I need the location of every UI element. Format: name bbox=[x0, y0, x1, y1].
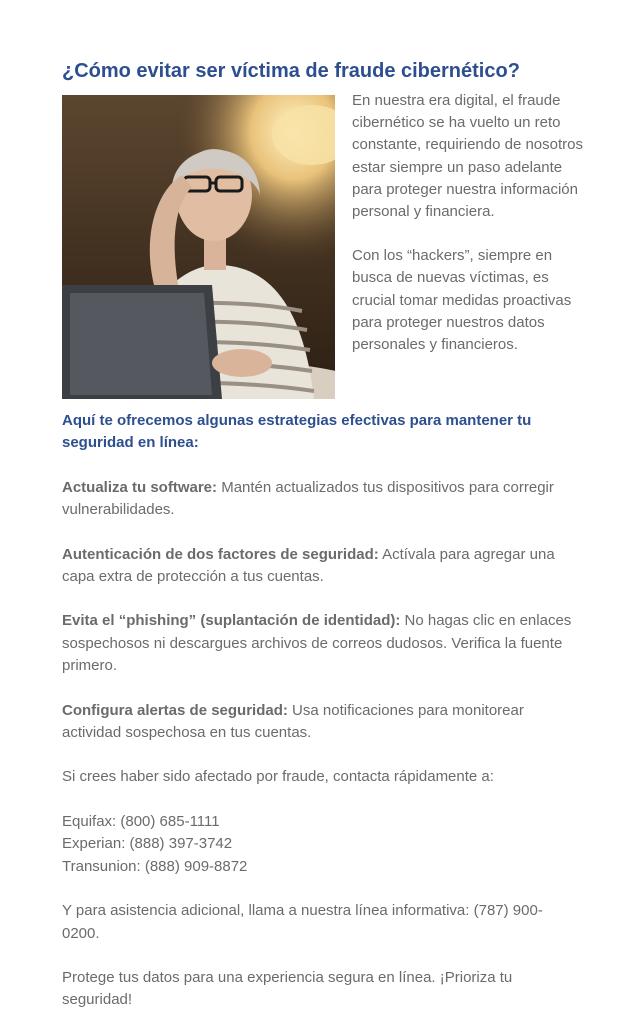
tip-item bbox=[62, 610, 572, 677]
side-paragraph: En nuestra era digital, el fraude cibernético se ha vuelto un reto constante, requiriendo de nosotros estar siempre un paso adelante para proteger nuestra información personal y financiera. bbox=[352, 92, 583, 221]
article-title: ¿Cómo evitar ser víctima de fraude cibernético? bbox=[62, 60, 520, 82]
contact-list bbox=[62, 811, 572, 878]
tip-text: Mantén actualizados tus dispositivos para corregir vulnerabilidades. bbox=[62, 478, 554, 519]
intro-paragraphs bbox=[352, 90, 584, 378]
assistance-text: Y para asistencia adicional, llama a nuestra línea informativa: (787) 900-0200. bbox=[62, 902, 543, 942]
contact-intro: Si crees haber sido afectado por fraude, contacta rápidamente a: bbox=[62, 768, 494, 786]
side-paragraph: Con los “hackers”, siempre en busca de nuevas víctimas, es crucial tomar medidas proactivas para proteger nuestros datos personales y financieros. bbox=[352, 247, 572, 354]
contact-transunion: Transunion: (888) 909-8872 bbox=[62, 857, 248, 875]
tip-label: Configura alertas de seguridad: bbox=[62, 701, 288, 719]
woman-laptop-photo bbox=[62, 95, 335, 399]
tip-label: Autenticación de dos factores de seguridad: bbox=[62, 545, 379, 563]
tip-item bbox=[62, 700, 572, 745]
contact-experian: Experian: (888) 397-3742 bbox=[62, 835, 233, 853]
contact-equifax: Equifax: (800) 685-1111 bbox=[62, 812, 220, 830]
tip-label: Evita el “phishing” (suplantación de identidad): bbox=[62, 612, 401, 630]
tip-item bbox=[62, 477, 572, 522]
tip-text: Actívala para agregar una capa extra de protección a tus cuentas. bbox=[62, 545, 555, 586]
closing-text: Protege tus datos para una experiencia segura en línea. ¡Prioriza tu seguridad! bbox=[62, 968, 513, 1009]
strategies-intro: Aquí te ofrecemos algunas estrategias efectivas para mantener tu seguridad en línea: bbox=[62, 412, 532, 452]
tip-text: Usa notificaciones para monitorear actividad sospechosa en tus cuentas. bbox=[62, 701, 524, 742]
article-body bbox=[62, 410, 572, 1034]
tip-label: Actualiza tu software: bbox=[62, 478, 218, 496]
tip-item bbox=[62, 544, 572, 589]
tip-text: No hagas clic en enlaces sospechosos ni descargues archivos de correos dudosos. Verifica la fuente primero. bbox=[62, 612, 572, 675]
